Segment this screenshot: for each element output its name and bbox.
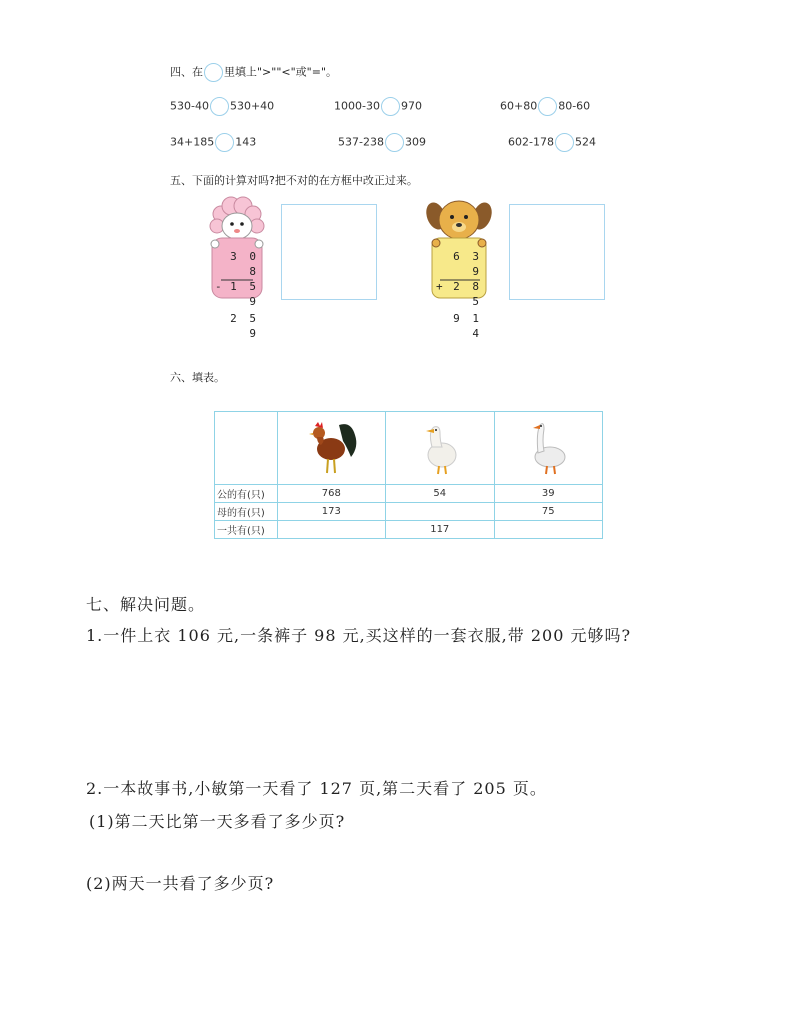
calc-operator: - <box>215 280 225 293</box>
table-cell[interactable] <box>494 521 603 539</box>
table-cell[interactable]: 117 <box>386 521 494 539</box>
section-6-title: 六、填表。 <box>170 371 225 384</box>
answer-circle[interactable] <box>555 133 574 152</box>
table-row <box>215 503 603 521</box>
calc-result: 2 5 9 <box>230 312 259 340</box>
expr-right: 530+40 <box>229 99 275 113</box>
rooster-cell <box>277 412 385 485</box>
calc-result: 9 1 4 <box>453 312 482 340</box>
duck-icon <box>410 417 470 477</box>
expr-left: 530-40 <box>170 99 209 113</box>
answer-circle[interactable] <box>210 97 229 116</box>
calc-second-number: 1 5 9 <box>230 280 259 308</box>
expr-left: 602-178 <box>508 135 554 149</box>
table-row <box>215 485 603 503</box>
calc-top-number: 3 0 8 <box>230 250 259 278</box>
row-label: 一共有(只) <box>215 521 278 539</box>
answer-circle[interactable] <box>381 97 400 116</box>
table-row <box>215 521 603 539</box>
calc-operator: + <box>436 280 446 293</box>
calc-second-line <box>217 279 259 309</box>
expr-right: 80-60 <box>558 99 591 113</box>
table-cell[interactable] <box>277 521 385 539</box>
table-cell[interactable]: 173 <box>277 503 385 521</box>
section-4-title <box>170 63 337 82</box>
comparison-5 <box>338 133 426 152</box>
expr-right: 524 <box>574 135 596 149</box>
answer-circle[interactable] <box>204 63 223 82</box>
table-cell[interactable]: 39 <box>494 485 603 503</box>
comparison-4 <box>170 133 256 152</box>
table-cell[interactable]: 54 <box>386 485 494 503</box>
table-cell[interactable] <box>386 503 494 521</box>
correction-box-2[interactable] <box>509 204 605 300</box>
goose-cell <box>494 412 603 485</box>
question-1: 1.一件上衣 106 元,一条裤子 98 元,买这样的一套衣服,带 200 元够吗? <box>86 626 632 645</box>
comparison-6 <box>508 133 596 152</box>
answer-circle[interactable] <box>215 133 234 152</box>
fill-table <box>214 411 603 539</box>
goose-icon <box>518 417 578 477</box>
section-7-title: 七、解决问题。 <box>86 595 206 614</box>
table-cell[interactable]: 75 <box>494 503 603 521</box>
question-2: 2.一本故事书,小敏第一天看了 127 页,第二天看了 205 页。 <box>86 779 547 798</box>
comparison-2 <box>334 97 422 116</box>
expr-left: 1000-30 <box>334 99 380 113</box>
expr-left: 34+185 <box>170 135 215 149</box>
calc-second-line <box>438 279 482 309</box>
section-4-title-pre: 四、在 <box>170 65 203 79</box>
row-label: 公的有(只) <box>215 485 278 503</box>
question-2-part-1: (1)第二天比第一天多看了多少页? <box>89 812 346 831</box>
sheep-character <box>207 196 267 340</box>
duck-cell <box>386 412 494 485</box>
expr-left: 537-238 <box>338 135 384 149</box>
question-2-part-2: (2)两天一共看了多少页? <box>86 874 275 893</box>
table-corner-cell <box>215 412 278 485</box>
answer-circle[interactable] <box>385 133 404 152</box>
calc-second-number: 2 8 5 <box>453 280 482 308</box>
row-label: 母的有(只) <box>215 503 278 521</box>
comparison-1 <box>170 97 274 116</box>
dog-character <box>426 196 492 340</box>
comparison-3 <box>500 97 590 116</box>
section-4-title-post: 里填上">""<"或"="。 <box>224 65 338 79</box>
table-cell[interactable]: 768 <box>277 485 385 503</box>
expr-right: 309 <box>404 135 426 149</box>
section-5-title: 五、下面的计算对吗?把不对的在方框中改正过来。 <box>170 174 418 187</box>
rooster-icon <box>301 417 361 477</box>
expr-left: 60+80 <box>500 99 538 113</box>
calc-top-number: 6 3 9 <box>453 250 482 278</box>
expr-right: 970 <box>400 99 422 113</box>
expr-right: 143 <box>235 135 257 149</box>
correction-box-1[interactable] <box>281 204 377 300</box>
answer-circle[interactable] <box>538 97 557 116</box>
